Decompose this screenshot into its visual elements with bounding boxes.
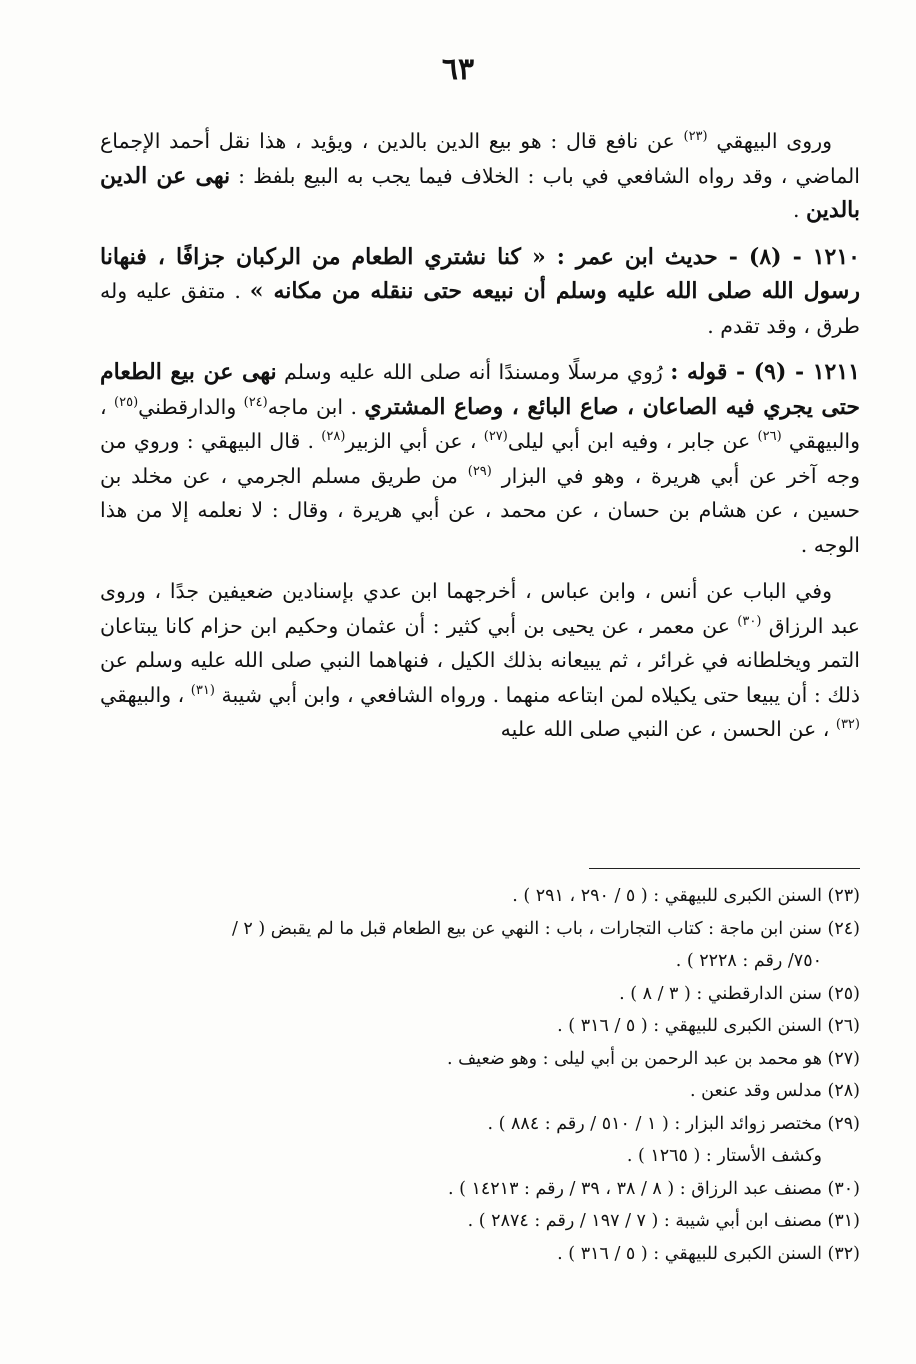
main-text	[100, 124, 860, 759]
hadith-1211: ١٢١١ - (٩) - قوله : رُوي مرسلًا ومسندًا أنه صلى الله عليه وسلم نهى عن بيع الطعام حتى يجري فيه الصاعان ، صاع البائع ، وصاع المشتري . ابن ماجه$^{(٢٤)}$ والدارقطني$^{(٢٥)}$ ، والبيهقي $^{(٢٦)}$ عن جابر ، وفيه ابن أبي ليلى$^{(٢٧)}$ ، عن أبي الزبير$^{(٢٨)}$ . قال البيهقي : وروي من وجه آخر عن أبي هريرة ، وهو في البزار $^{(٢٩)}$ من طريق مسلم الجرمي ، عن مخلد بن حسين ، عن هشام بن حسان ، عن محمد ، عن أبي هريرة ، وقال : لا نعلمه إلا من هذا الوجه .	[100, 359, 861, 557]
footnote-ref: (٢٥)	[114, 394, 139, 410]
paragraph: وفي الباب عن أنس ، وابن عباس ، أخرجهما ابن عدي بإسنادين ضعيفين جدًا ، وروى عبد الرزاق $^{(٣٠)}$ عن معمر ، عن يحيى بن أبي كثير : أن عثمان وحكيم ابن حزام كانا يبتاعان التمر ويخلطانه في غرائر ، ثم يبيعانه بذلك الكيل ، فنهاهما النبي صلى الله عليه وسلم عن ذلك : أن يبيعا حتى يكيلاه لمن ابتاعه منهما . ورواه الشافعي ، وابن أبي شيبة $^{(٣١)}$ ، والبيهقي $^{(٣٢)}$ ، عن الحسن ، عن النبي صلى الله عليه	[100, 579, 860, 741]
footnote-ref: (٢٤)	[243, 394, 268, 410]
footnote-28: (٢٨) مدلس وقد عنعن .	[690, 1081, 860, 1101]
footnote-29-continued: وكشف الأستار : ( ١٢٦٥ ) .	[626, 1146, 822, 1166]
footnote-25: (٢٥) سنن الدارقطني : ( ٣ / ٨ ) .	[619, 983, 860, 1004]
footnote-ref: (٢٣)	[683, 129, 708, 145]
footnote-31: (٣١) مصنف ابن أبي شيبة : ( ٧ / ١٩٧ / رقم : ٢٨٧٤ ) .	[467, 1211, 860, 1231]
footnote-24: (٢٤) سنن ابن ماجة : كتاب التجارات ، باب : النهي عن بيع الطعام قبل ما لم يقبض ( ٢ /	[231, 918, 860, 939]
footnote-ref: (٣١)	[190, 682, 215, 698]
page-number: ٦٣	[441, 52, 475, 87]
footnote-ref: (٣٢)	[835, 717, 860, 733]
footnote-27: (٢٧) هو محمد بن عبد الرحمن بن أبي ليلى : وهو ضعيف .	[446, 1048, 860, 1069]
bold-text: ١٢١١ - (٩) - قوله :	[670, 359, 860, 385]
bold-text: نهى عن الدين بالدين	[100, 162, 860, 223]
footnote-29: (٢٩) مختصر زوائد البزار : ( ١ / ٥١٠ / رقم : ٨٨٤ ) .	[487, 1113, 860, 1134]
bold-text: ١٢١٠ - (٨) - حديث ابن عمر : « كنا نشتري الطعام من الركبان جزافًا ، فنهانا رسول الله صلى الله عليه وسلم أن نبيعه حتى ننقله من مكانه »	[100, 243, 860, 304]
footnote-30: (٣٠) مصنف عبد الرزاق : ( ٨ / ٣٨ ، ٣٩ / رقم : ١٤٢١٣ ) .	[447, 1178, 860, 1199]
footnote-ref: (٢٨)	[321, 429, 346, 445]
footnote-26: (٢٦) السنن الكبرى للبيهقي : ( ٥ / ٣١٦ ) .	[557, 1016, 860, 1036]
footnote-ref: (٢٧)	[483, 429, 508, 445]
footnote-ref: (٣٠)	[737, 613, 762, 629]
bold-text: نهى عن بيع الطعام حتى يجري فيه الصاعان ، صاع البائع ، وصاع المشتري	[100, 359, 860, 420]
footnote-24-continued: ٧٥٠/ رقم : ٢٢٢٨ ) .	[675, 951, 822, 971]
footnote-divider	[589, 868, 860, 869]
footnote-23: (٢٣) السنن الكبرى للبيهقي : ( ٥ / ٢٩٠ ، ٢٩١ ) .	[512, 886, 860, 906]
footnote-ref: (٢٩)	[467, 463, 492, 479]
paragraph: وروى البيهقي $^{(٢٣)}$ عن نافع قال : هو بيع الدين بالدين ، ويؤيد ، هذا نقل أحمد الإجماع الماضي ، وقد رواه الشافعي في باب : الخلاف فيما يجب به البيع بلفظ : نهى عن الدين بالدين .	[100, 129, 861, 223]
footnote-ref: (٢٦)	[757, 429, 782, 445]
hadith-1210: ١٢١٠ - (٨) - حديث ابن عمر : « كنا نشتري الطعام من الركبان جزافًا ، فنهانا رسول الله صلى الله عليه وسلم أن نبيعه حتى ننقله من مكانه » . متفق عليه وله طرق ، وقد تقدم .	[100, 243, 860, 338]
footnote-32: (٣٢) السنن الكبرى للبيهقي : ( ٥ / ٣١٦ ) .	[557, 1243, 860, 1264]
footnotes	[100, 880, 860, 1270]
